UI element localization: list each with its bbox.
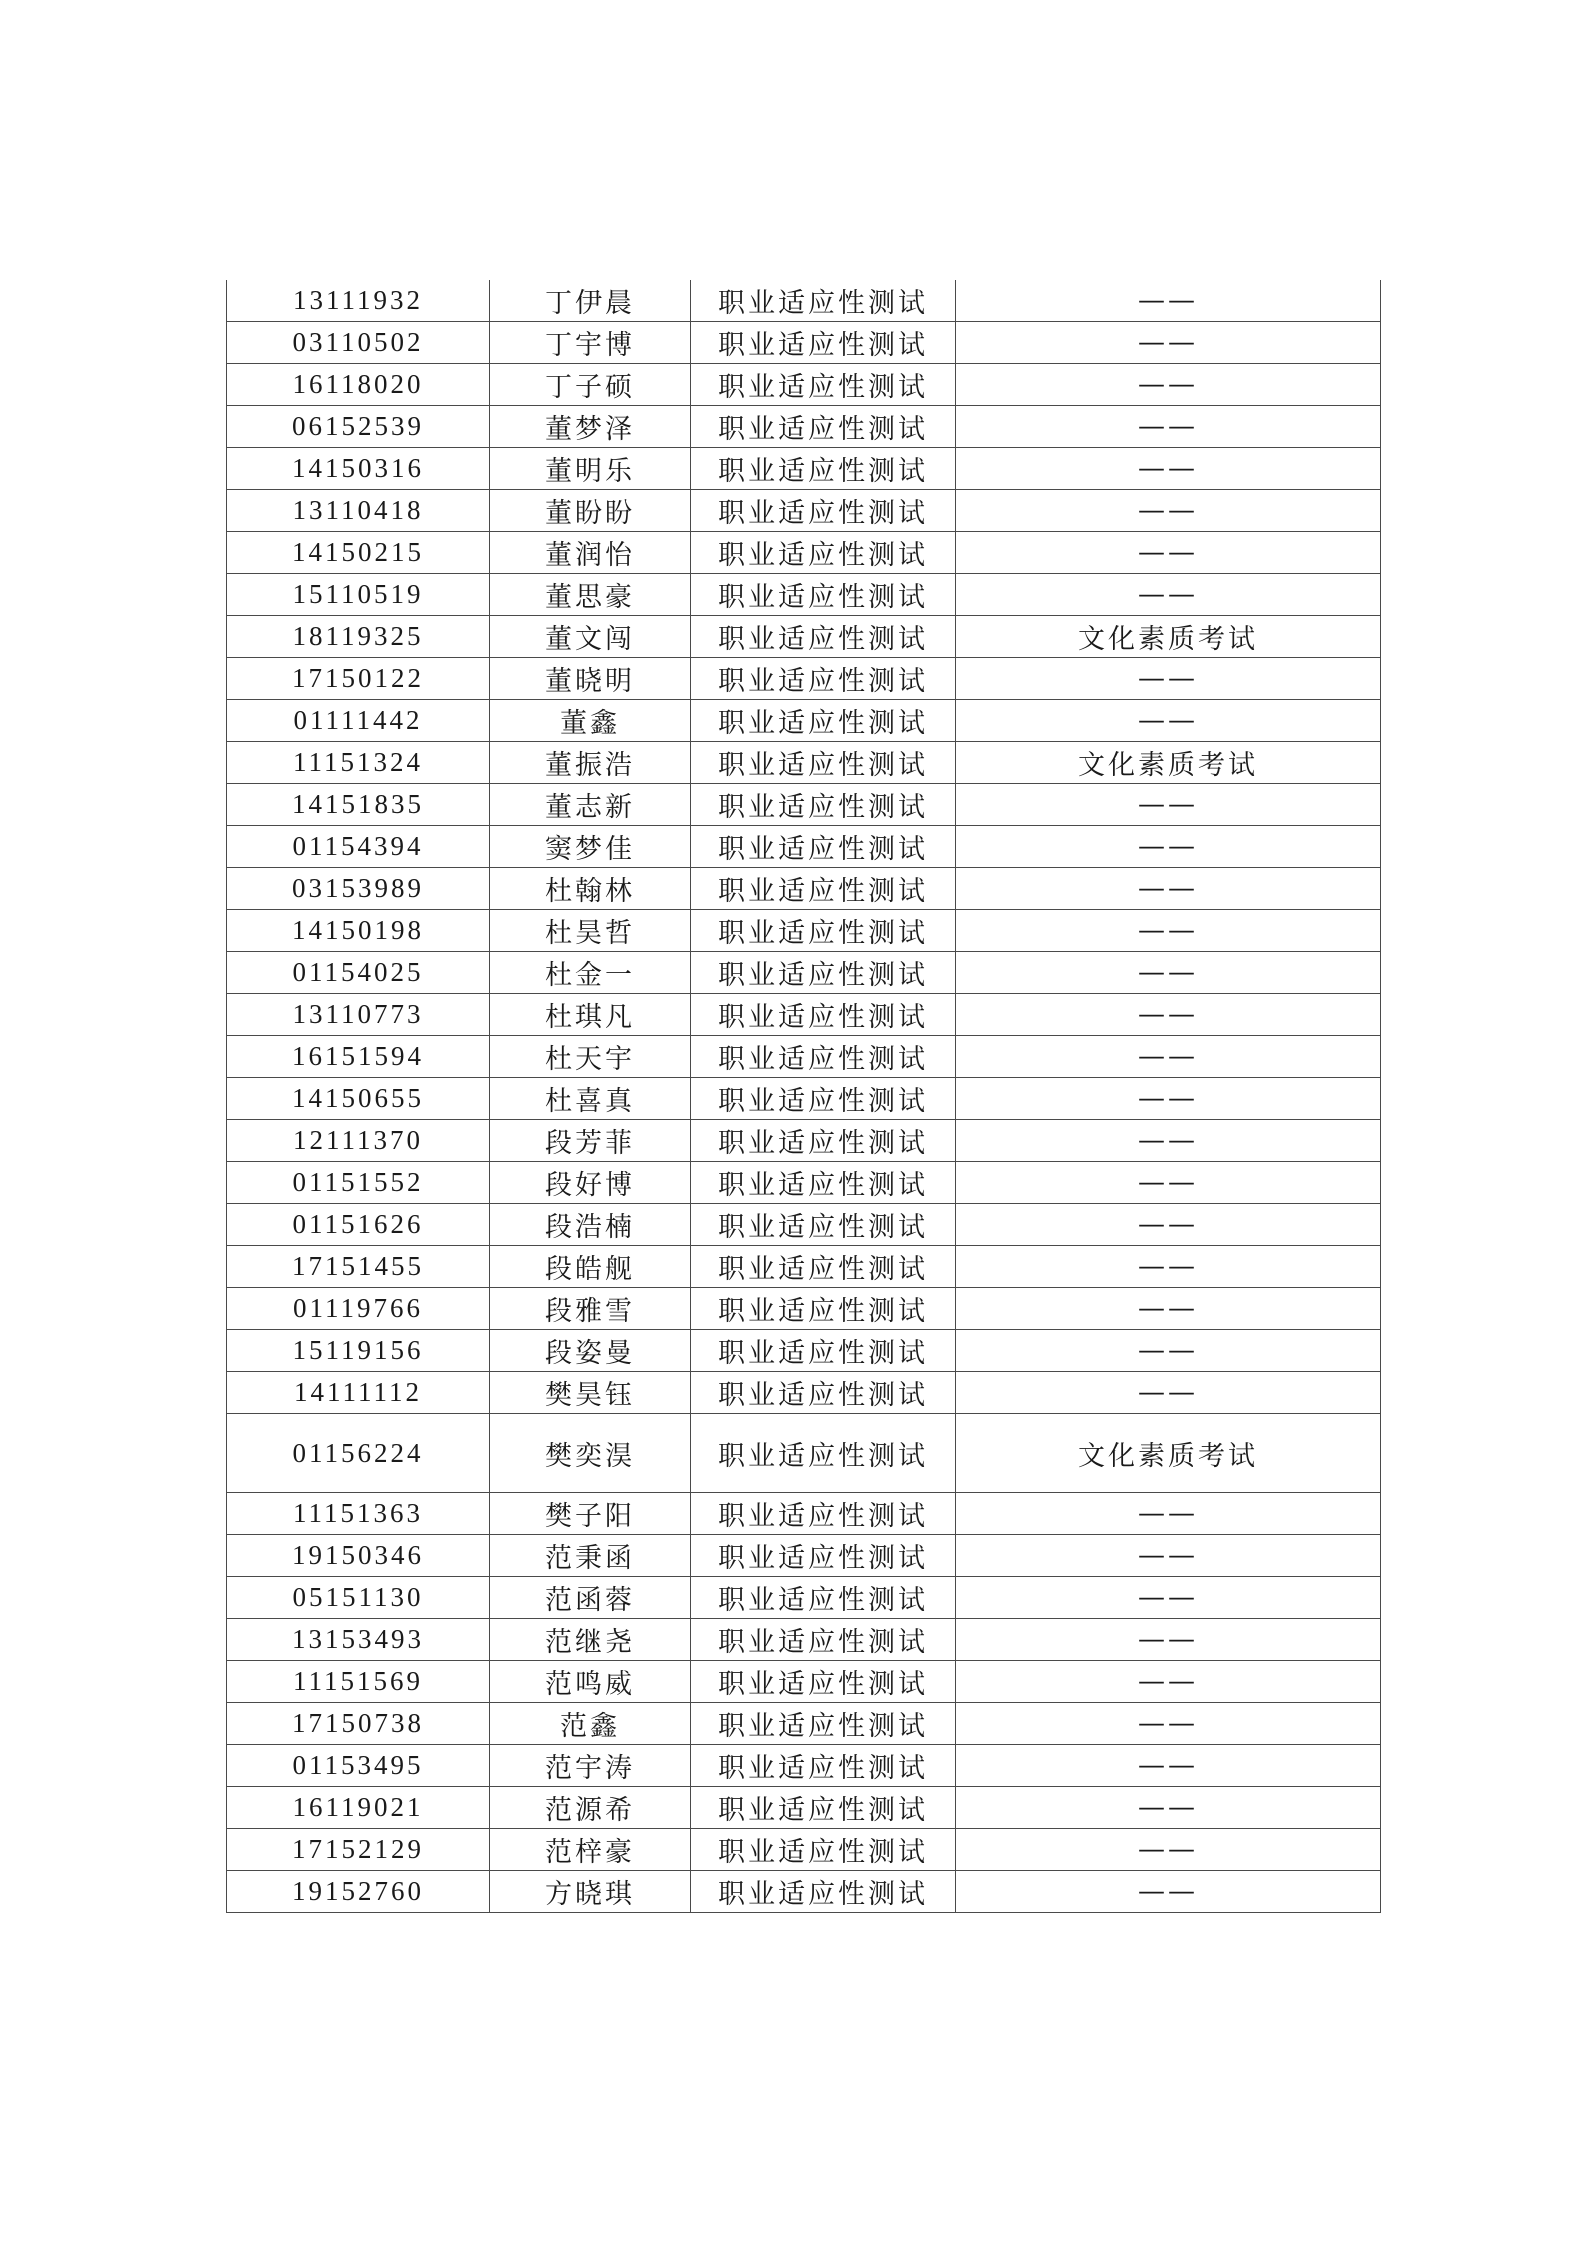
additional-exam-cell: ——	[956, 322, 1381, 364]
candidate-id-cell: 14150198	[227, 910, 490, 952]
table-row	[227, 1661, 1381, 1703]
candidate-name-cell: 董文闯	[490, 616, 691, 658]
additional-exam-cell: ——	[956, 448, 1381, 490]
table-row	[227, 1787, 1381, 1829]
candidate-id-cell: 01151626	[227, 1204, 490, 1246]
candidate-name-cell: 段雅雪	[490, 1288, 691, 1330]
test-type-cell: 职业适应性测试	[691, 784, 956, 826]
candidate-name-cell: 范鸣威	[490, 1661, 691, 1703]
additional-exam-cell: ——	[956, 1493, 1381, 1535]
candidate-id-cell: 01119766	[227, 1288, 490, 1330]
additional-exam-cell: ——	[956, 532, 1381, 574]
additional-exam-cell: ——	[956, 364, 1381, 406]
candidate-name-cell: 董振浩	[490, 742, 691, 784]
additional-exam-cell: ——	[956, 1535, 1381, 1577]
additional-exam-cell: ——	[956, 1204, 1381, 1246]
candidate-id-cell: 14150655	[227, 1078, 490, 1120]
candidate-name-cell: 段芳菲	[490, 1120, 691, 1162]
additional-exam-cell: ——	[956, 784, 1381, 826]
additional-exam-cell: ——	[956, 406, 1381, 448]
table-row	[227, 1162, 1381, 1204]
test-type-cell: 职业适应性测试	[691, 658, 956, 700]
candidate-name-cell: 董志新	[490, 784, 691, 826]
table-row	[227, 280, 1381, 322]
additional-exam-cell: ——	[956, 574, 1381, 616]
candidate-id-cell: 16118020	[227, 364, 490, 406]
additional-exam-cell: ——	[956, 1288, 1381, 1330]
additional-exam-cell: ——	[956, 658, 1381, 700]
test-type-cell: 职业适应性测试	[691, 1330, 956, 1372]
candidate-id-cell: 14111112	[227, 1372, 490, 1414]
candidate-name-cell: 段好博	[490, 1162, 691, 1204]
candidate-table	[226, 280, 1381, 1913]
candidate-id-cell: 13111932	[227, 280, 490, 322]
candidate-name-cell: 董鑫	[490, 700, 691, 742]
candidate-id-cell: 13153493	[227, 1619, 490, 1661]
candidate-name-cell: 方晓琪	[490, 1871, 691, 1913]
test-type-cell: 职业适应性测试	[691, 1036, 956, 1078]
table-row	[227, 322, 1381, 364]
table-row	[227, 658, 1381, 700]
test-type-cell: 职业适应性测试	[691, 1372, 956, 1414]
candidate-name-cell: 杜天宇	[490, 1036, 691, 1078]
additional-exam-cell: 文化素质考试	[956, 742, 1381, 784]
candidate-name-cell: 杜琪凡	[490, 994, 691, 1036]
candidate-id-cell: 03153989	[227, 868, 490, 910]
table-row	[227, 994, 1381, 1036]
candidate-name-cell: 董盼盼	[490, 490, 691, 532]
table-row	[227, 364, 1381, 406]
candidate-name-cell: 丁子硕	[490, 364, 691, 406]
additional-exam-cell: ——	[956, 952, 1381, 994]
table-row	[227, 1703, 1381, 1745]
table-row	[227, 1493, 1381, 1535]
candidate-name-cell: 董梦泽	[490, 406, 691, 448]
candidate-id-cell: 01153495	[227, 1745, 490, 1787]
additional-exam-cell: ——	[956, 1162, 1381, 1204]
candidate-id-cell: 11151363	[227, 1493, 490, 1535]
table-row	[227, 742, 1381, 784]
candidate-id-cell: 15119156	[227, 1330, 490, 1372]
candidate-id-cell: 05151130	[227, 1577, 490, 1619]
candidate-id-cell: 01111442	[227, 700, 490, 742]
candidate-name-cell: 董明乐	[490, 448, 691, 490]
test-type-cell: 职业适应性测试	[691, 616, 956, 658]
additional-exam-cell: ——	[956, 1036, 1381, 1078]
candidate-id-cell: 16151594	[227, 1036, 490, 1078]
additional-exam-cell: ——	[956, 1745, 1381, 1787]
table-row	[227, 826, 1381, 868]
test-type-cell: 职业适应性测试	[691, 1745, 956, 1787]
additional-exam-cell: ——	[956, 700, 1381, 742]
candidate-name-cell: 范继尧	[490, 1619, 691, 1661]
test-type-cell: 职业适应性测试	[691, 448, 956, 490]
table-row	[227, 1204, 1381, 1246]
test-type-cell: 职业适应性测试	[691, 1787, 956, 1829]
additional-exam-cell: ——	[956, 994, 1381, 1036]
table-row	[227, 490, 1381, 532]
candidate-name-cell: 范梓豪	[490, 1829, 691, 1871]
test-type-cell: 职业适应性测试	[691, 1078, 956, 1120]
additional-exam-cell: ——	[956, 1577, 1381, 1619]
table-row	[227, 1871, 1381, 1913]
test-type-cell: 职业适应性测试	[691, 868, 956, 910]
candidate-id-cell: 14150215	[227, 532, 490, 574]
table-row	[227, 1745, 1381, 1787]
table-row	[227, 1078, 1381, 1120]
candidate-id-cell: 19152760	[227, 1871, 490, 1913]
test-type-cell: 职业适应性测试	[691, 1162, 956, 1204]
candidate-id-cell: 12111370	[227, 1120, 490, 1162]
candidate-id-cell: 01154394	[227, 826, 490, 868]
table-row	[227, 616, 1381, 658]
candidate-name-cell: 丁伊晨	[490, 280, 691, 322]
table-row	[227, 952, 1381, 994]
candidate-name-cell: 丁宇博	[490, 322, 691, 364]
additional-exam-cell: ——	[956, 1703, 1381, 1745]
table-row	[227, 700, 1381, 742]
test-type-cell: 职业适应性测试	[691, 1577, 956, 1619]
test-type-cell: 职业适应性测试	[691, 406, 956, 448]
candidate-id-cell: 16119021	[227, 1787, 490, 1829]
test-type-cell: 职业适应性测试	[691, 952, 956, 994]
test-type-cell: 职业适应性测试	[691, 322, 956, 364]
test-type-cell: 职业适应性测试	[691, 700, 956, 742]
additional-exam-cell: ——	[956, 1829, 1381, 1871]
candidate-id-cell: 14151835	[227, 784, 490, 826]
candidate-id-cell: 11151324	[227, 742, 490, 784]
additional-exam-cell: ——	[956, 1120, 1381, 1162]
candidate-id-cell: 17151455	[227, 1246, 490, 1288]
candidate-name-cell: 樊昊钰	[490, 1372, 691, 1414]
additional-exam-cell: 文化素质考试	[956, 1414, 1381, 1493]
test-type-cell: 职业适应性测试	[691, 364, 956, 406]
candidate-id-cell: 17150122	[227, 658, 490, 700]
table-row	[227, 1829, 1381, 1871]
test-type-cell: 职业适应性测试	[691, 742, 956, 784]
test-type-cell: 职业适应性测试	[691, 1414, 956, 1493]
table-row	[227, 1288, 1381, 1330]
table-row	[227, 1246, 1381, 1288]
candidate-name-cell: 樊子阳	[490, 1493, 691, 1535]
additional-exam-cell: ——	[956, 490, 1381, 532]
table-row	[227, 1535, 1381, 1577]
candidate-id-cell: 01151552	[227, 1162, 490, 1204]
test-type-cell: 职业适应性测试	[691, 910, 956, 952]
candidate-name-cell: 窦梦佳	[490, 826, 691, 868]
test-type-cell: 职业适应性测试	[691, 1246, 956, 1288]
candidate-name-cell: 董晓明	[490, 658, 691, 700]
additional-exam-cell: ——	[956, 1871, 1381, 1913]
candidate-id-cell: 13110773	[227, 994, 490, 1036]
additional-exam-cell: ——	[956, 1787, 1381, 1829]
candidate-name-cell: 范函蓉	[490, 1577, 691, 1619]
test-type-cell: 职业适应性测试	[691, 1535, 956, 1577]
candidate-id-cell: 01156224	[227, 1414, 490, 1493]
candidate-name-cell: 范秉函	[490, 1535, 691, 1577]
table-row	[227, 868, 1381, 910]
test-type-cell: 职业适应性测试	[691, 532, 956, 574]
additional-exam-cell: ——	[956, 1078, 1381, 1120]
test-type-cell: 职业适应性测试	[691, 574, 956, 616]
test-type-cell: 职业适应性测试	[691, 1619, 956, 1661]
candidate-name-cell: 杜喜真	[490, 1078, 691, 1120]
additional-exam-cell: ——	[956, 826, 1381, 868]
additional-exam-cell: ——	[956, 280, 1381, 322]
table-row	[227, 784, 1381, 826]
table-row	[227, 574, 1381, 616]
table-row	[227, 1577, 1381, 1619]
table-row	[227, 1619, 1381, 1661]
candidate-name-cell: 段皓舰	[490, 1246, 691, 1288]
candidate-id-cell: 06152539	[227, 406, 490, 448]
test-type-cell: 职业适应性测试	[691, 280, 956, 322]
candidate-name-cell: 杜昊哲	[490, 910, 691, 952]
test-type-cell: 职业适应性测试	[691, 1288, 956, 1330]
candidate-name-cell: 杜金一	[490, 952, 691, 994]
candidate-id-cell: 11151569	[227, 1661, 490, 1703]
test-type-cell: 职业适应性测试	[691, 1493, 956, 1535]
table-row	[227, 1414, 1381, 1493]
candidate-id-cell: 13110418	[227, 490, 490, 532]
candidate-name-cell: 董润怡	[490, 532, 691, 574]
additional-exam-cell: ——	[956, 1661, 1381, 1703]
additional-exam-cell: ——	[956, 868, 1381, 910]
candidate-name-cell: 段姿曼	[490, 1330, 691, 1372]
table-row	[227, 1120, 1381, 1162]
candidate-name-cell: 樊奕淏	[490, 1414, 691, 1493]
additional-exam-cell: ——	[956, 910, 1381, 952]
table-row	[227, 532, 1381, 574]
additional-exam-cell: ——	[956, 1330, 1381, 1372]
table-row	[227, 1036, 1381, 1078]
candidate-name-cell: 董思豪	[490, 574, 691, 616]
candidate-id-cell: 17150738	[227, 1703, 490, 1745]
test-type-cell: 职业适应性测试	[691, 994, 956, 1036]
candidate-id-cell: 03110502	[227, 322, 490, 364]
test-type-cell: 职业适应性测试	[691, 826, 956, 868]
test-type-cell: 职业适应性测试	[691, 1661, 956, 1703]
candidate-id-cell: 15110519	[227, 574, 490, 616]
table-row	[227, 406, 1381, 448]
candidate-name-cell: 范鑫	[490, 1703, 691, 1745]
additional-exam-cell: ——	[956, 1619, 1381, 1661]
table-row	[227, 1372, 1381, 1414]
test-type-cell: 职业适应性测试	[691, 1829, 956, 1871]
test-type-cell: 职业适应性测试	[691, 1703, 956, 1745]
candidate-id-cell: 18119325	[227, 616, 490, 658]
test-type-cell: 职业适应性测试	[691, 1120, 956, 1162]
candidate-name-cell: 范源希	[490, 1787, 691, 1829]
additional-exam-cell: 文化素质考试	[956, 616, 1381, 658]
additional-exam-cell: ——	[956, 1246, 1381, 1288]
candidate-table-body	[227, 280, 1381, 1913]
table-row	[227, 1330, 1381, 1372]
candidate-id-cell: 01154025	[227, 952, 490, 994]
test-type-cell: 职业适应性测试	[691, 1204, 956, 1246]
table-row	[227, 448, 1381, 490]
test-type-cell: 职业适应性测试	[691, 490, 956, 532]
additional-exam-cell: ——	[956, 1372, 1381, 1414]
candidate-name-cell: 段浩楠	[490, 1204, 691, 1246]
candidate-name-cell: 范宇涛	[490, 1745, 691, 1787]
candidate-name-cell: 杜翰林	[490, 868, 691, 910]
candidate-id-cell: 14150316	[227, 448, 490, 490]
table-row	[227, 910, 1381, 952]
candidate-id-cell: 19150346	[227, 1535, 490, 1577]
candidate-id-cell: 17152129	[227, 1829, 490, 1871]
test-type-cell: 职业适应性测试	[691, 1871, 956, 1913]
